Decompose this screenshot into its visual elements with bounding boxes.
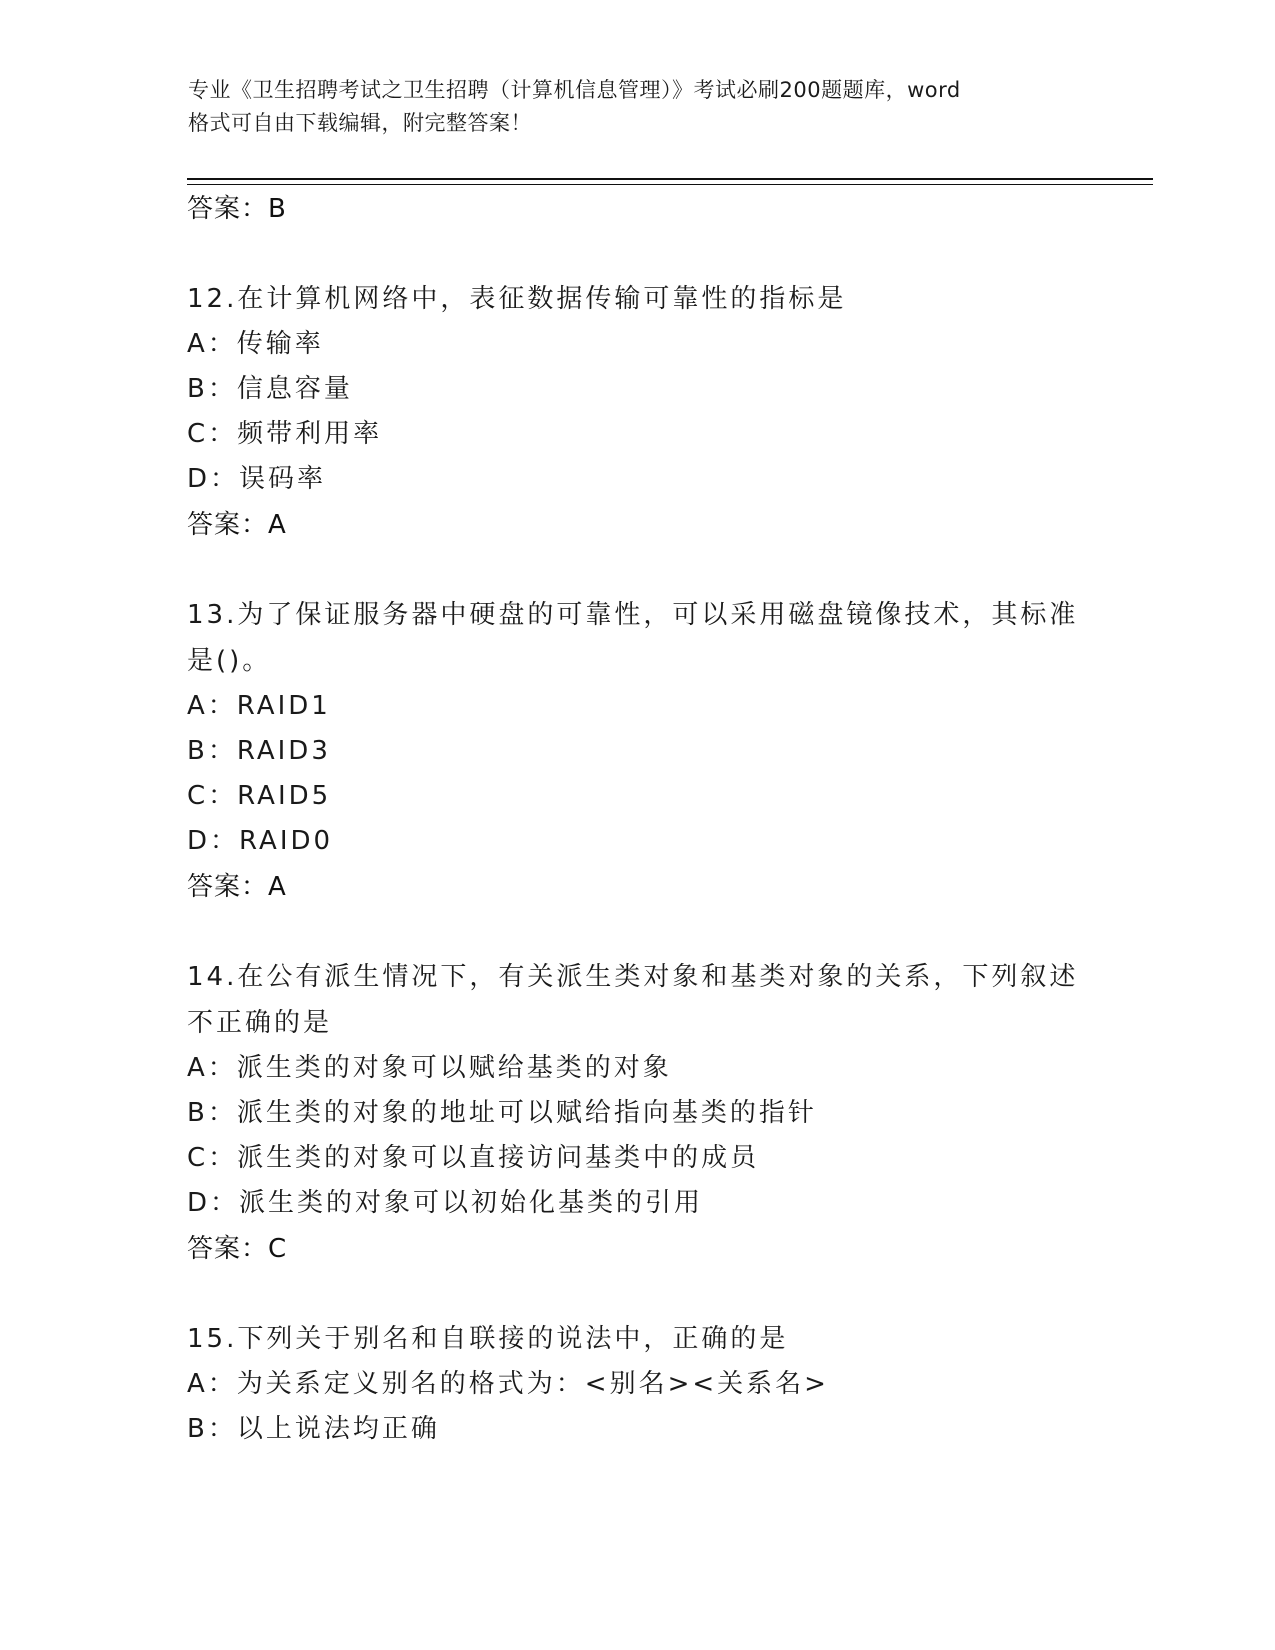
question-13-option-a: A：RAID1: [187, 691, 331, 721]
header-divider-thin: [187, 184, 1153, 185]
question-15: [187, 1316, 1087, 1452]
question-14-option-c: C：派生类的对象可以直接访问基类中的成员: [187, 1143, 760, 1173]
question-14: [187, 954, 1087, 1272]
question-15-title: 15.下列关于别名和自联接的说法中，正确的是: [187, 1324, 789, 1354]
question-12-option-d: D：误码率: [187, 464, 327, 494]
question-12: [187, 276, 1087, 548]
question-12-option-b: B：信息容量: [187, 374, 353, 404]
question-14-option-a: A：派生类的对象可以赋给基类的对象: [187, 1053, 672, 1083]
question-14-option-b: B：派生类的对象的地址可以赋给指向基类的指针: [187, 1098, 817, 1128]
question-12-option-c: C：频带利用率: [187, 419, 383, 449]
question-13-option-b: B：RAID3: [187, 736, 331, 766]
header-divider-thick: [187, 178, 1153, 180]
question-13-title-line-1: 13.为了保证服务器中硬盘的可靠性，可以采用磁盘镜像技术，其标准: [187, 600, 1079, 630]
question-14-option-d: D：派生类的对象可以初始化基类的引用: [187, 1188, 704, 1218]
document-header: [188, 74, 1088, 140]
question-13: [187, 592, 1087, 910]
question-14-title-line-2: 不正确的是: [187, 1008, 333, 1038]
question-13-title-line-2: 是()。: [187, 646, 272, 676]
answer-12: 答案：A: [187, 510, 287, 540]
question-12-title: 12.在计算机网络中，表征数据传输可靠性的指标是: [187, 284, 847, 314]
question-13-option-c: C：RAID5: [187, 781, 332, 811]
question-15-option-a: A：为关系定义别名的格式为：<别名><关系名>: [187, 1369, 829, 1399]
header-line-1: 专业《卫生招聘考试之卫生招聘（计算机信息管理）》考试必刷200题题库，word: [188, 78, 961, 102]
question-15-option-b: B：以上说法均正确: [187, 1414, 440, 1444]
answer-13: 答案：A: [187, 872, 287, 902]
question-13-option-d: D：RAID0: [187, 826, 334, 856]
question-14-title-line-1: 14.在公有派生情况下，有关派生类对象和基类对象的关系，下列叙述: [187, 962, 1079, 992]
header-line-2: 格式可自由下载编辑，附完整答案！: [188, 111, 532, 135]
document-body: [187, 186, 1087, 1452]
answer-11: 答案：B: [187, 194, 287, 224]
answer-14: 答案：C: [187, 1234, 288, 1264]
question-12-option-a: A：传输率: [187, 329, 324, 359]
